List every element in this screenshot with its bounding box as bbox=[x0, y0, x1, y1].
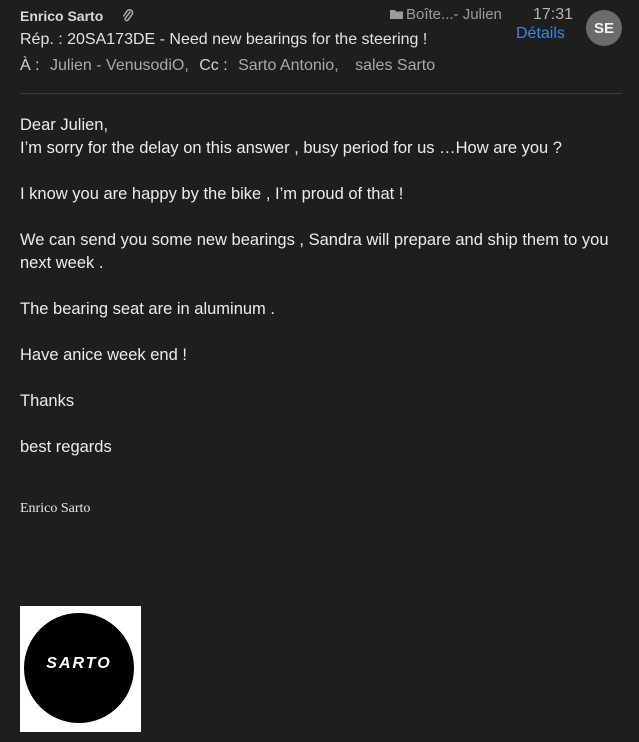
company-logo bbox=[20, 606, 141, 732]
body-line: Dear Julien, bbox=[20, 116, 109, 134]
logo-circle bbox=[24, 613, 134, 723]
subject-line: Rép. : 20SA173DE - Need new bearings for the steering ! bbox=[20, 31, 428, 48]
body-line: We can send you some new bearings , Sandra will prepare and ship them to you next week . bbox=[20, 231, 609, 272]
paperclip-icon bbox=[121, 8, 135, 24]
signature-name: Enrico Sarto bbox=[20, 501, 91, 516]
folder-name: Boîte...- Julien bbox=[406, 6, 502, 23]
message-time: 17:31 bbox=[533, 6, 574, 23]
logo-text: SARTO bbox=[46, 655, 112, 672]
message-body bbox=[20, 114, 620, 459]
body-line: Have anice week end ! bbox=[20, 346, 187, 364]
message-header bbox=[0, 0, 639, 94]
recipients bbox=[20, 57, 435, 75]
body-line: The bearing seat are in aluminum . bbox=[20, 300, 275, 318]
folder-location[interactable] bbox=[390, 6, 502, 23]
details-link[interactable]: Détails bbox=[516, 25, 565, 42]
folder-icon bbox=[390, 9, 403, 19]
body-line: Thanks bbox=[20, 392, 75, 410]
body-line: I’m sorry for the delay on this answer , busy period for us …How are you ? bbox=[20, 139, 562, 157]
to-recipient[interactable]: Julien - VenusodiO, bbox=[50, 57, 189, 74]
sender-name[interactable]: Enrico Sarto bbox=[20, 8, 104, 24]
cc-recipient[interactable]: sales Sarto bbox=[355, 57, 436, 74]
to-label: À : bbox=[20, 57, 40, 74]
body-line: I know you are happy by the bike , I’m proud of that ! bbox=[20, 185, 404, 203]
avatar[interactable]: SE bbox=[586, 10, 622, 46]
header-divider bbox=[20, 93, 622, 94]
cc-label: Cc : bbox=[199, 57, 228, 74]
cc-recipient[interactable]: Sarto Antonio, bbox=[238, 57, 339, 74]
body-line: best regards bbox=[20, 438, 112, 456]
